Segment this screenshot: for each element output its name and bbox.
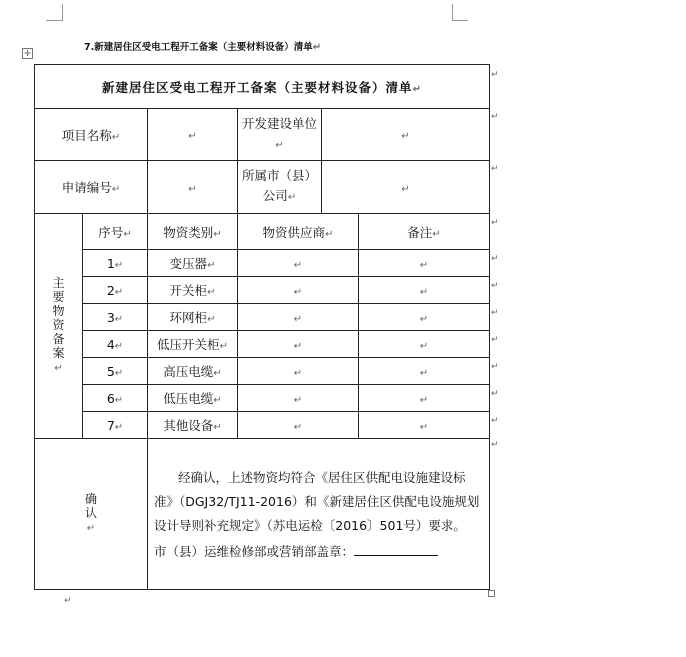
row-end-mark: ↵ [491,218,499,228]
signature-field[interactable] [354,543,438,556]
material-row [35,277,490,304]
city-company-label: 所属市（县）公司↵ [238,161,322,214]
material-category: 环网柜↵ [148,304,238,331]
material-row [35,358,490,385]
confirm-paragraph: 经确认，上述物资均符合《居住区供配电设施建设标准》（DGJ32/TJ11-2016）和《新建居住区供配电设施规划设计导则补充规定》（苏电运检〔2016〕501号）要求。 [154,470,480,533]
material-no: 6↵ [83,385,148,412]
material-row [35,412,490,439]
material-row [35,385,490,412]
table-move-handle-icon[interactable]: ✛ [22,48,33,59]
material-supplier[interactable]: ↵ [238,304,359,331]
row-end-mark: ↵ [491,70,499,80]
application-no-label: 申请编号↵ [35,161,148,214]
end-paragraph-mark: ↵ [64,596,72,606]
material-remark[interactable]: ↵ [359,358,490,385]
header-category: 物资类别↵ [148,214,238,250]
material-supplier[interactable]: ↵ [238,277,359,304]
confirm-row [35,439,490,590]
material-category: 开关柜↵ [148,277,238,304]
city-company-value[interactable]: ↵ [322,161,490,214]
crop-mark-left-horizontal [46,20,63,21]
material-supplier[interactable]: ↵ [238,412,359,439]
confirm-label-cell [35,439,148,590]
row-end-mark: ↵ [491,164,499,174]
material-remark[interactable]: ↵ [359,250,490,277]
material-row [35,331,490,358]
material-remark[interactable]: ↵ [359,304,490,331]
crop-mark-left-vertical [62,4,63,20]
row-end-mark: ↵ [491,440,499,450]
table-resize-handle-icon[interactable] [488,590,495,597]
row-end-mark: ↵ [491,389,499,399]
material-supplier[interactable]: ↵ [238,250,359,277]
developer-label: 开发建设单位↵ [238,109,322,161]
row-end-mark: ↵ [491,308,499,318]
header-supplier: 物资供应商↵ [238,214,359,250]
confirm-statement [148,439,490,590]
material-supplier[interactable]: ↵ [238,331,359,358]
confirm-label: 确认↵ [84,492,97,534]
section-label: 主要物资备案↵ [52,276,65,374]
form-title: 新建居住区受电工程开工备案（主要材料设备）清单↵ [35,65,490,109]
title-row [35,65,490,109]
material-remark[interactable]: ↵ [359,385,490,412]
project-name-label: 项目名称↵ [35,109,148,161]
row-end-mark: ↵ [491,416,499,426]
material-category: 高压电缆↵ [148,358,238,385]
material-no: 3↵ [83,304,148,331]
material-category: 低压电缆↵ [148,385,238,412]
document-caption: 7.新建居住区受电工程开工备案（主要材料设备）清单↵ [84,42,322,53]
material-no: 5↵ [83,358,148,385]
material-row [35,250,490,277]
application-row [35,161,490,214]
material-remark[interactable]: ↵ [359,412,490,439]
material-category: 变压器↵ [148,250,238,277]
project-name-value[interactable]: ↵ [148,109,238,161]
developer-value[interactable]: ↵ [322,109,490,161]
material-category: 低压开关柜↵ [148,331,238,358]
material-category: 其他设备↵ [148,412,238,439]
row-end-mark: ↵ [491,362,499,372]
material-supplier[interactable]: ↵ [238,385,359,412]
sign-line: 市（县）运维检修部或营销部盖章： [154,540,483,564]
material-no: 4↵ [83,331,148,358]
material-record-table [34,64,490,590]
crop-mark-right-vertical [452,4,453,20]
row-end-mark: ↵ [491,254,499,264]
crop-mark-right-horizontal [452,20,468,21]
material-no: 7↵ [83,412,148,439]
material-supplier[interactable]: ↵ [238,358,359,385]
material-header-row [35,214,490,250]
material-row [35,304,490,331]
section-label-cell [35,214,83,439]
material-no: 2↵ [83,277,148,304]
row-end-mark: ↵ [491,112,499,122]
header-seq: 序号↵ [83,214,148,250]
application-no-value[interactable]: ↵ [148,161,238,214]
material-remark[interactable]: ↵ [359,331,490,358]
header-remark: 备注↵ [359,214,490,250]
project-row [35,109,490,161]
material-remark[interactable]: ↵ [359,277,490,304]
row-end-mark: ↵ [491,281,499,291]
material-no: 1↵ [83,250,148,277]
row-end-mark: ↵ [491,335,499,345]
